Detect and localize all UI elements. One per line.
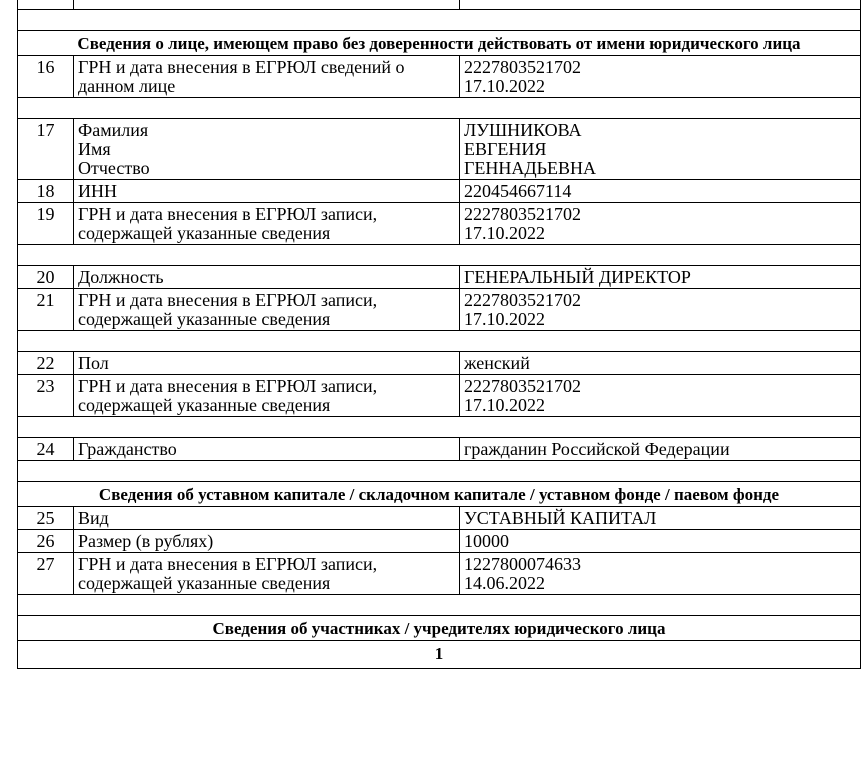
row-value bbox=[460, 180, 861, 203]
row-label-line: Имя bbox=[78, 139, 111, 159]
row-value bbox=[460, 56, 861, 98]
section-header-director bbox=[18, 31, 861, 56]
row-label-line: Размер (в рублях) bbox=[78, 531, 214, 551]
spacer-row bbox=[18, 331, 861, 352]
row-label bbox=[74, 438, 460, 461]
row-value-line: ЕВГЕНИЯ bbox=[464, 139, 547, 159]
row-number: 25 bbox=[18, 507, 74, 530]
row-value bbox=[460, 289, 861, 331]
row-number: 26 bbox=[18, 530, 74, 553]
row-value bbox=[460, 203, 861, 245]
section-header-capital bbox=[18, 482, 861, 507]
row-value-line: 2227803521702 bbox=[464, 290, 581, 310]
row-label-line: Отчество bbox=[78, 158, 150, 178]
row-label bbox=[74, 180, 460, 203]
spacer-row bbox=[18, 595, 861, 616]
row-label bbox=[74, 530, 460, 553]
row-number: 19 bbox=[18, 203, 74, 245]
row-label bbox=[74, 553, 460, 595]
table-row bbox=[18, 352, 861, 375]
row-label bbox=[74, 266, 460, 289]
row-label-line: ИНН bbox=[78, 181, 117, 201]
row-label-line: Должность bbox=[78, 267, 164, 287]
row-number: 21 bbox=[18, 289, 74, 331]
row-value bbox=[460, 507, 861, 530]
row-number: 22 bbox=[18, 352, 74, 375]
row-value-line: 14.06.2022 bbox=[464, 573, 545, 593]
row-value-line: 220454667114 bbox=[464, 181, 572, 201]
row-label bbox=[74, 56, 460, 98]
table-row bbox=[18, 507, 861, 530]
row-value bbox=[460, 352, 861, 375]
row-value-line: 10000 bbox=[464, 531, 509, 551]
row-label-line: Гражданство bbox=[78, 439, 177, 459]
row-value bbox=[460, 530, 861, 553]
row-value-line: гражданин Российской Федерации bbox=[464, 439, 730, 459]
row-label bbox=[74, 507, 460, 530]
row-number: 16 bbox=[18, 56, 74, 98]
row-number: 27 bbox=[18, 553, 74, 595]
row-value bbox=[460, 266, 861, 289]
table-row bbox=[18, 553, 861, 595]
participant-index-row bbox=[18, 641, 861, 669]
row-value-line: 17.10.2022 bbox=[464, 223, 545, 243]
row-label bbox=[74, 203, 460, 245]
section-title: Сведения об уставном капитале / складочном капитале / уставном фонде / паевом фонде bbox=[18, 482, 861, 507]
row-value-line: ГЕННАДЬЕВНА bbox=[464, 158, 597, 178]
row-number: 24 bbox=[18, 438, 74, 461]
table-row bbox=[18, 180, 861, 203]
row-value-line: ЛУШНИКОВА bbox=[464, 120, 582, 140]
row-label bbox=[74, 352, 460, 375]
row-value bbox=[460, 438, 861, 461]
row-label bbox=[74, 289, 460, 331]
row-value-line: 2227803521702 bbox=[464, 376, 581, 396]
row-label bbox=[74, 119, 460, 180]
row-label bbox=[74, 375, 460, 417]
row-value-line: женский bbox=[464, 353, 530, 373]
table-row bbox=[18, 530, 861, 553]
row-label-line: ГРН и дата внесения в ЕГРЮЛ записи, bbox=[78, 376, 378, 396]
row-value-line: УСТАВНЫЙ КАПИТАЛ bbox=[464, 508, 657, 528]
table-row bbox=[18, 375, 861, 417]
row-number: 17 bbox=[18, 119, 74, 180]
row-value-line: 17.10.2022 bbox=[464, 395, 545, 415]
table-row-cut bbox=[18, 0, 861, 10]
row-label-line: содержащей указанные сведения bbox=[78, 309, 331, 329]
row-label-line: ГРН и дата внесения в ЕГРЮЛ записи, bbox=[78, 204, 378, 224]
row-label-line: содержащей указанные сведения bbox=[78, 223, 331, 243]
table-row bbox=[18, 438, 861, 461]
row-number: 20 bbox=[18, 266, 74, 289]
spacer-row bbox=[18, 98, 861, 119]
row-label-line: содержащей указанные сведения bbox=[78, 573, 331, 593]
table-row bbox=[18, 119, 861, 180]
row-value-line: 17.10.2022 bbox=[464, 76, 545, 96]
spacer-row bbox=[18, 10, 861, 31]
section-title: Сведения об участниках / учредителях юридического лица bbox=[18, 616, 861, 641]
row-label-line: содержащей указанные сведения bbox=[78, 395, 331, 415]
row-label-line: ГРН и дата внесения в ЕГРЮЛ сведений о bbox=[78, 57, 405, 77]
row-label-line: Пол bbox=[78, 353, 109, 373]
row-value-line: ГЕНЕРАЛЬНЫЙ ДИРЕКТОР bbox=[464, 267, 691, 287]
row-value-line: 17.10.2022 bbox=[464, 309, 545, 329]
section-title: Сведения о лице, имеющем право без доверенности действовать от имени юридического лица bbox=[18, 31, 861, 56]
spacer-row bbox=[18, 245, 861, 266]
spacer-row bbox=[18, 461, 861, 482]
row-value-line: 2227803521702 bbox=[464, 57, 581, 77]
row-value-line: 1227800074633 bbox=[464, 554, 581, 574]
row-label-line: данном лице bbox=[78, 76, 176, 96]
section-header-participants bbox=[18, 616, 861, 641]
row-label-line: ГРН и дата внесения в ЕГРЮЛ записи, bbox=[78, 554, 378, 574]
spacer-row bbox=[18, 417, 861, 438]
table-row bbox=[18, 203, 861, 245]
egrul-table bbox=[17, 0, 861, 669]
row-value bbox=[460, 119, 861, 180]
table-row bbox=[18, 56, 861, 98]
egrul-extract-page bbox=[17, 0, 860, 669]
table-row bbox=[18, 289, 861, 331]
row-number: 23 bbox=[18, 375, 74, 417]
row-label-line: Фамилия bbox=[78, 120, 149, 140]
participant-index: 1 bbox=[18, 641, 861, 669]
table-row bbox=[18, 266, 861, 289]
row-label-line: Вид bbox=[78, 508, 109, 528]
row-value bbox=[460, 553, 861, 595]
row-value-line: 2227803521702 bbox=[464, 204, 581, 224]
row-value bbox=[460, 375, 861, 417]
row-label-line: ГРН и дата внесения в ЕГРЮЛ записи, bbox=[78, 290, 378, 310]
row-number: 18 bbox=[18, 180, 74, 203]
